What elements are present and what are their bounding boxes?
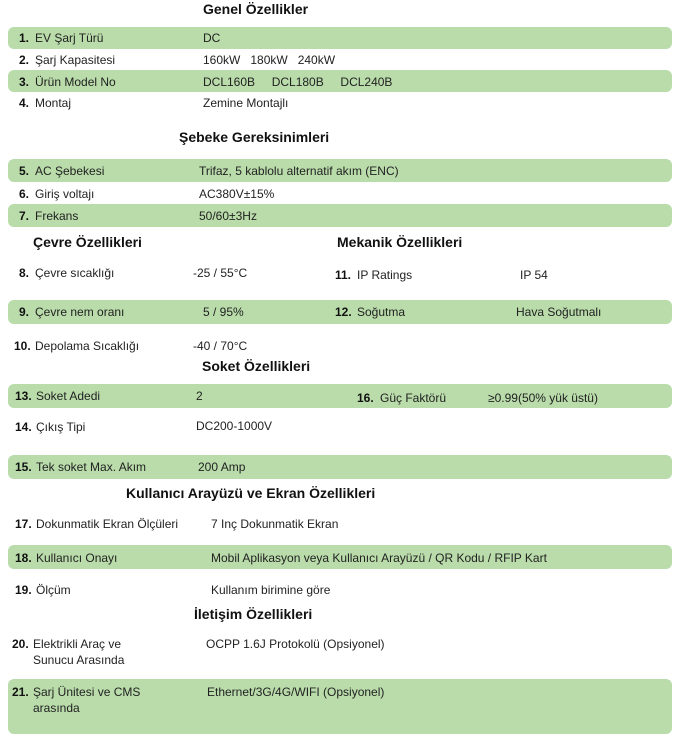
row-6-label: Giriş voltajı (35, 187, 95, 201)
row-14-number: 14. (15, 420, 32, 434)
row-9-value: 5 / 95% (203, 305, 244, 319)
row-10-label: Depolama Sıcaklığı (35, 339, 140, 353)
row-13-number: 13. (15, 389, 32, 403)
row-4-value: Zemine Montajlı (203, 96, 289, 110)
heading-sebeke: Şebeke Gereksinimleri (179, 129, 330, 145)
row-6-value: AC380V±15% (199, 187, 275, 201)
heading-iletisim: İletişim Özellikleri (194, 606, 313, 622)
row-4-number: 4. (19, 96, 30, 110)
row-15-label: Tek soket Max. Akım (36, 460, 147, 474)
row-20-label: Elektrikli Araç ve Sunucu Arasında (33, 637, 125, 667)
band-row-1 (8, 27, 672, 49)
row-12-label: Soğutma (357, 305, 406, 319)
row-8-label: Çevre sıcaklığı (35, 266, 115, 280)
heading-mekanik: Mekanik Özellikleri (337, 234, 463, 250)
row-3-label: Ürün Model No (35, 75, 116, 89)
row-21-number: 21. (12, 685, 29, 699)
row-20-number: 20. (12, 637, 29, 651)
row-20-value: OCPP 1.6J Protokolü (Opsiyonel) (206, 637, 385, 651)
row-9-number: 9. (19, 305, 30, 319)
heading-soket: Soket Özellikleri (202, 358, 311, 374)
row-15-value: 200 Amp (198, 460, 246, 474)
heading-cevre: Çevre Özellikleri (33, 234, 142, 250)
row-9-label: Çevre nem oranı (35, 305, 125, 319)
row-18-value: Mobil Aplikasyon veya Kullanıcı Arayüzü / QR Kodu / RFIP Kart (211, 551, 547, 565)
row-13-label: Soket Adedi (36, 389, 101, 403)
row-2-label: Şarj Kapasitesi (35, 53, 116, 67)
row-3-number: 3. (19, 75, 30, 89)
row-21-label: Şarj Ünitesi ve CMS arasında (33, 685, 141, 715)
row-15-number: 15. (15, 460, 32, 474)
row-17-number: 17. (15, 517, 32, 531)
row-10-number: 10. (14, 339, 31, 353)
row-5-number: 5. (19, 164, 30, 178)
row-19-value: Kullanım birimine göre (211, 583, 331, 597)
row-1-number: 1. (19, 31, 30, 45)
row-11-label: IP Ratings (357, 268, 413, 282)
row-8-value: -25 / 55°C (193, 266, 248, 280)
row-4-label: Montaj (35, 96, 72, 110)
row-3-value: DCL160B DCL180B DCL240B (203, 75, 393, 89)
row-7-number: 7. (19, 209, 30, 223)
row-12-value: Hava Soğutmalı (516, 305, 602, 319)
band-row-7 (8, 204, 672, 227)
row-16-label: Güç Faktörü (380, 391, 447, 405)
row-13-value: 2 (196, 389, 203, 403)
row-12-number: 12. (335, 305, 352, 319)
row-19-label: Ölçüm (36, 583, 71, 597)
row-11-value: IP 54 (520, 268, 548, 282)
heading-kullanici: Kullanıcı Arayüzü ve Ekran Özellikleri (126, 485, 376, 501)
row-21-value: Ethernet/3G/4G/WIFI (Opsiyonel) (207, 685, 385, 699)
row-18-label: Kullanıcı Onayı (36, 551, 118, 565)
row-7-label: Frekans (35, 209, 79, 223)
row-2-number: 2. (19, 53, 30, 67)
row-19-number: 19. (15, 583, 32, 597)
heading-genel: Genel Özellikler (203, 1, 309, 17)
row-18-number: 18. (15, 551, 32, 565)
row-11-number: 11. (335, 268, 352, 282)
row-16-value: ≥0.99(50% yük üstü) (488, 391, 598, 405)
row-17-value: 7 Inç Dokunmatik Ekran (211, 517, 339, 531)
row-6-number: 6. (19, 187, 30, 201)
row-10-value: -40 / 70°C (193, 339, 248, 353)
row-2-value: 160kW 180kW 240kW (203, 53, 336, 67)
row-14-label: Çıkış Tipi (36, 420, 86, 434)
row-5-value: Trifaz, 5 kablolu alternatif akım (ENC) (199, 164, 399, 178)
row-7-value: 50/60±3Hz (199, 209, 257, 223)
row-5-label: AC Şebekesi (35, 164, 105, 178)
row-14-value: DC200-1000V (196, 419, 273, 433)
row-17-label: Dokunmatik Ekran Ölçüleri (36, 517, 179, 531)
row-16-number: 16. (357, 391, 374, 405)
row-1-label: EV Şarj Türü (35, 31, 104, 45)
row-1-value: DC (203, 31, 221, 45)
row-8-number: 8. (19, 266, 30, 280)
